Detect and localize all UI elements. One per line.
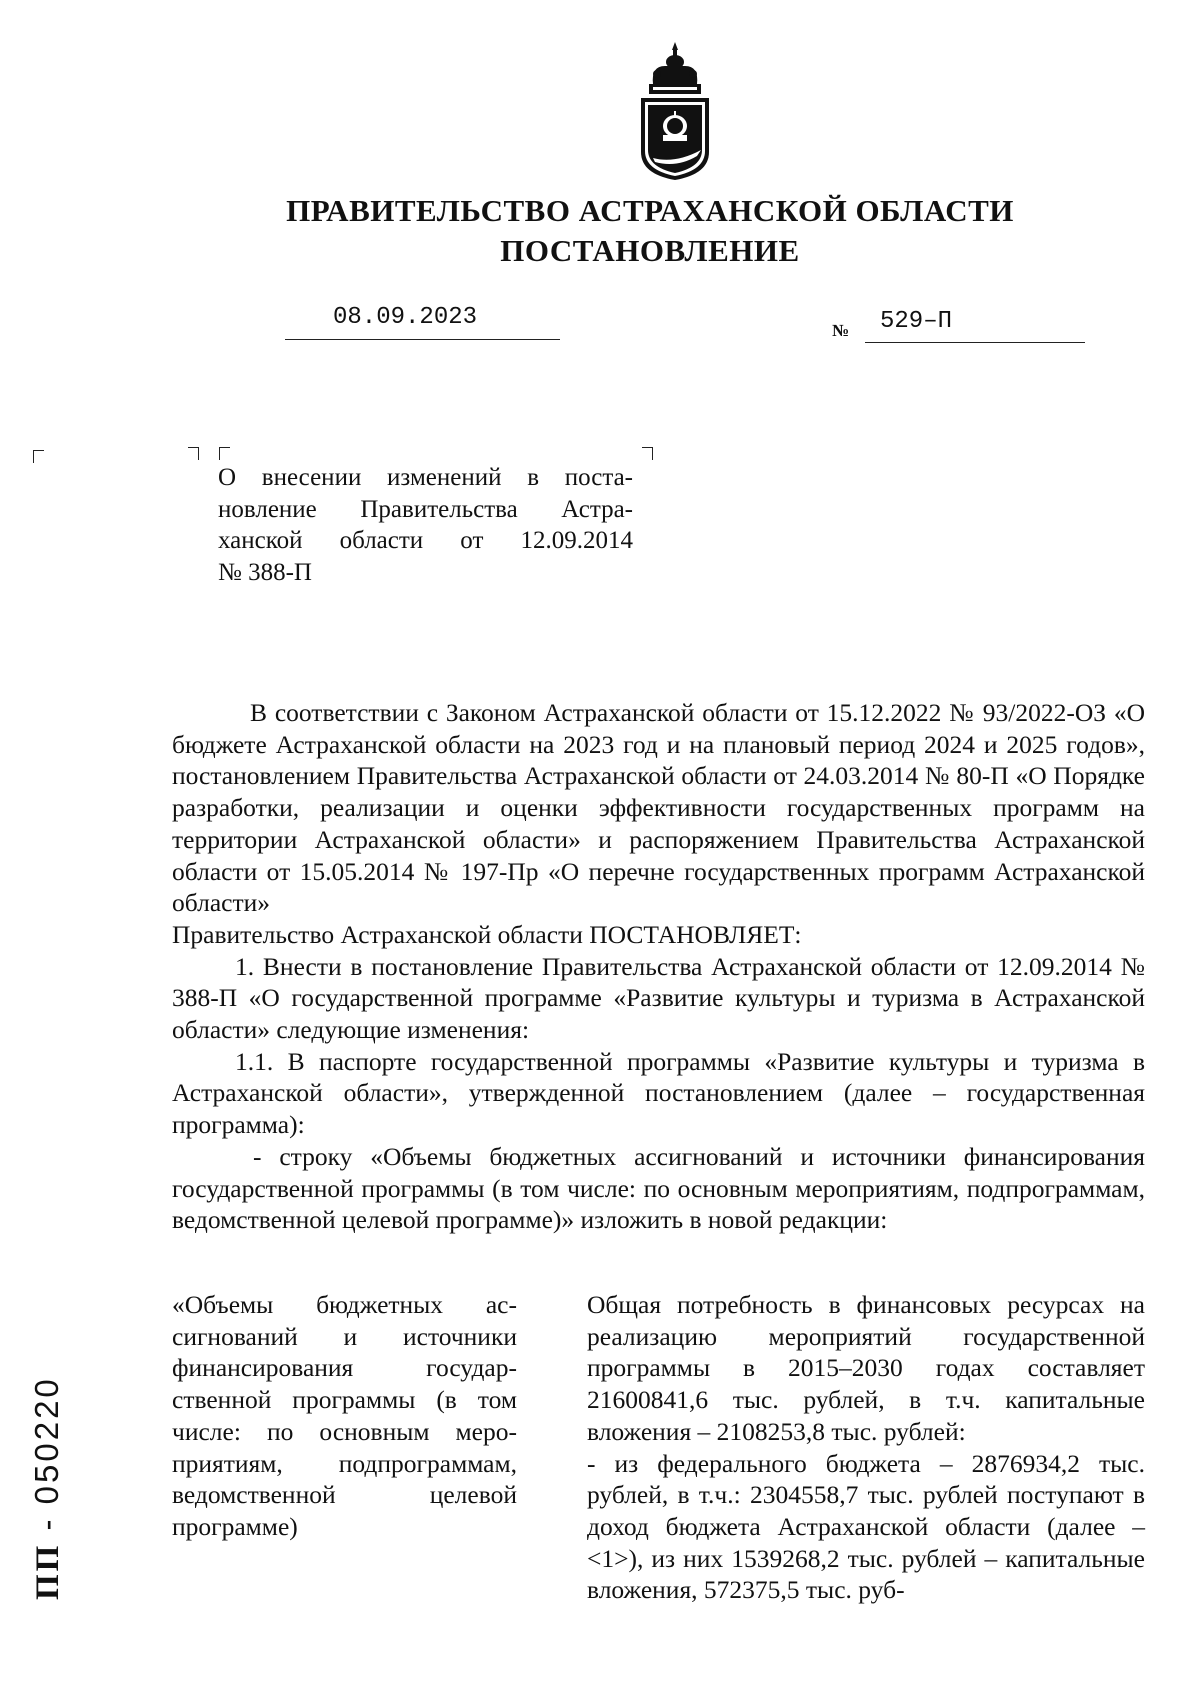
left-cell-line: финансирования государ- — [172, 1353, 517, 1383]
item-1-1-paragraph: 1.1. В паспорте государственной программы «Развитие культуры и туризма в Астраханской области», утвержденной постановлением (далее – государственная программа): — [172, 1046, 1145, 1140]
subject-line: новление Правительства Астра- — [218, 495, 633, 523]
left-cell-line: сигнований и источники — [172, 1321, 517, 1351]
table-left-cell — [172, 1289, 517, 1543]
preamble-paragraph: В соответствии с Законом Астраханской области от 15.12.2022 № 93/2022-ОЗ «О бюджете Астраханской области на 2023 год и на плановый период 2024 и 2025 годов», постановлением Правительства Астраханской области от 24.03.2014 № 80-П «О Порядке разработки, реализации и оценки эффективности государственных программ на территории Астраханской области» и распоряжением Правительства Астраханской области от 15.05.2014 № 197-Пр «О перечне государственных программ Астраханской области» — [172, 698, 1145, 918]
subject-corner-mark — [642, 447, 653, 460]
item-string-paragraph: - строку «Объемы бюджетных ассигнований и источники финансирования государственной программы (в том числе: по основным мероприятиям, подпрограммам, ведомственной целевой программе)» изложить в новой редакции: — [172, 1141, 1145, 1235]
document-type-heading: ПОСТАНОВЛЕНИЕ — [500, 233, 800, 268]
document-body — [172, 697, 1145, 1236]
subject-line: О внесении изменений в поста- — [218, 464, 633, 491]
left-cell-line: приятиям, подпрограммам, — [172, 1448, 517, 1478]
document-subject — [218, 462, 633, 588]
number-underline — [865, 342, 1085, 343]
date-underline — [285, 339, 560, 340]
subject-corner-mark — [188, 447, 199, 460]
subject-corner-mark — [219, 447, 230, 460]
left-cell-line: ственной программы (в том — [172, 1385, 517, 1415]
code-number: - 050220 — [28, 1376, 65, 1543]
left-cell-line: программе) — [172, 1511, 298, 1541]
left-cell-line: «Объемы бюджетных ас- — [172, 1290, 517, 1319]
funding-total-paragraph: Общая потребность в финансовых ресурсах на реализацию мероприятий государственной программы в 2015–2030 годах составляет 21600841,6 тыс. рублей, в т.ч. капитальные вложения – 2108253,8 тыс. рублей: — [587, 1290, 1145, 1446]
org-name-heading: ПРАВИТЕЛЬСТВО АСТРАХАНСКОЙ ОБЛАСТИ — [286, 193, 1014, 228]
subject-line: ханской области от 12.09.2014 — [218, 527, 633, 554]
left-cell-line: ведомственной целевой — [172, 1480, 517, 1510]
table-right-cell — [587, 1289, 1145, 1606]
federal-budget-paragraph: - из федерального бюджета – 2876934,2 тыс. рублей, в т.ч.: 2304558,7 тыс. рублей поступают в доход бюджета Астраханской области (далее – <1>), из них 1539268,2 тыс. рублей – капитальные вложения, 572375,5 тыс. руб- — [587, 1448, 1145, 1605]
left-cell-line: числе: по основным меро- — [172, 1416, 517, 1446]
margin-corner-mark — [33, 450, 44, 463]
code-prefix: ПП — [30, 1542, 66, 1600]
subject-line: № 388-П — [218, 558, 312, 586]
number-sign: № — [832, 321, 850, 340]
margin-registration-code — [28, 1376, 67, 1600]
coat-of-arms-emblem — [635, 40, 715, 182]
document-number: 529–П — [880, 308, 953, 335]
item-1-paragraph: 1. Внести в постановление Правительства Астраханской области от 12.09.2014 № 388-П «О государственной программе «Развитие культуры и туризма в Астраханской области» следующие изменения: — [172, 951, 1145, 1045]
resolution-paragraph: Правительство Астраханской области ПОСТАНОВЛЯЕТ: — [172, 919, 802, 949]
document-date: 08.09.2023 — [333, 304, 478, 331]
